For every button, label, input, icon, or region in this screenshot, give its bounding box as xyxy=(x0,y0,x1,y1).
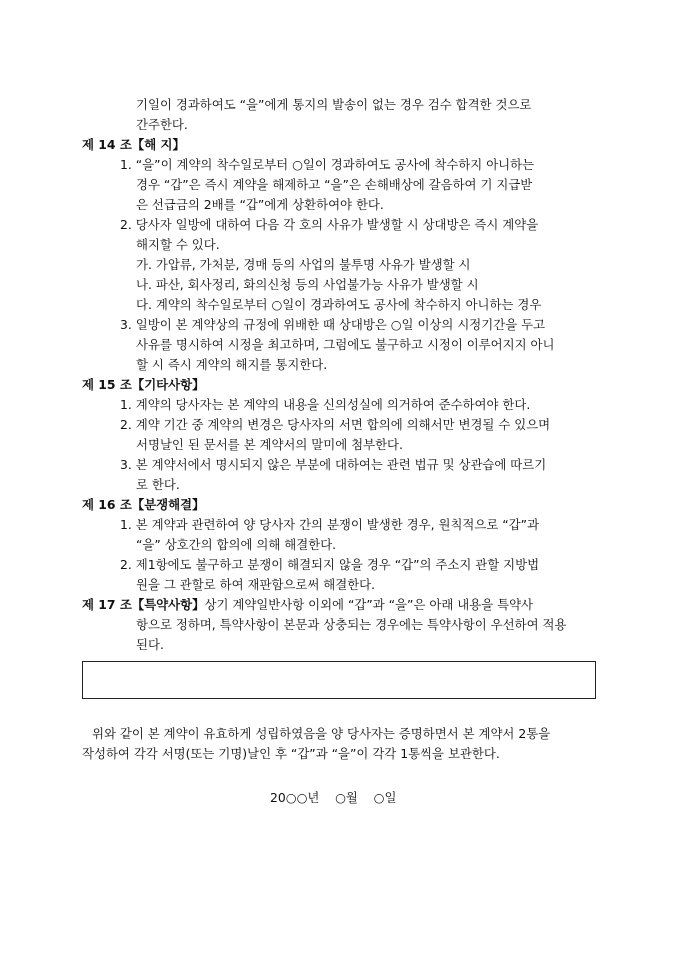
article-14-item: 할 시 즉시 계약의 해지를 통지한다. xyxy=(136,357,328,372)
article-14-item: 1. “을”이 계약의 착수일로부터 ○일이 경과하여도 공사에 착수하지 아니하는 xyxy=(120,157,535,172)
article-17-title: 제 17 조【특약사항】 xyxy=(82,597,205,612)
article-15-item: 3. 본 계약서에서 명시되지 않은 부분에 대하여는 관련 법규 및 상관습에 따르기 xyxy=(120,457,547,472)
article-15-item: 1. 계약의 당사자는 본 계약의 내용을 신의성실에 의거하여 준수하여야 한다. xyxy=(120,397,531,412)
closing-line-2: 작성하여 각각 서명(또는 기명)날인 후 “갑”과 “을”이 각각 1통씩을 보관한다. xyxy=(82,746,500,761)
article-14-item: 경우 “갑”은 즉시 계약을 해제하고 “을”은 손해배상에 갈음하여 기 지급받 xyxy=(136,177,533,192)
intro-line-1: 기일이 경과하여도 “을”에게 통지의 발송이 없는 경우 검수 합격한 것으로 xyxy=(136,97,532,112)
article-15-title: 제 15 조【기타사항】 xyxy=(82,377,205,392)
article-14-item: 은 선급금의 2배를 “갑”에게 상환하여야 한다. xyxy=(136,197,384,212)
article-17-line: 항으로 정하며, 특약사항이 본문과 상충되는 경우에는 특약사항이 우선하여 적용 xyxy=(136,617,567,632)
article-15-item: 서명날인 된 문서를 본 계약서의 말미에 첨부한다. xyxy=(136,437,403,452)
article-14-subitem: 나. 파산, 회사정리, 화의신청 등의 사업불가능 사유가 발생할 시 xyxy=(136,277,479,292)
article-14-item: 사유를 명시하여 시정을 최고하며, 그럼에도 불구하고 시정이 이루어지지 아니 xyxy=(136,337,555,352)
contract-date: 20○○년 ○월 ○일 xyxy=(270,790,397,805)
article-14-subitem: 가. 가압류, 가처분, 경매 등의 사업의 불투명 사유가 발생할 시 xyxy=(136,257,471,272)
article-16-item: 2. 제1항에도 불구하고 분쟁이 해결되지 않을 경우 “갑”의 주소지 관할 지방법 xyxy=(120,557,540,572)
closing-line-1: 위와 같이 본 계약이 유효하게 성립하였음을 양 당사자는 증명하면서 본 계약서 2통을 xyxy=(92,726,551,741)
article-15-item: 2. 계약 기간 중 계약의 변경은 당사자의 서면 합의에 의해서만 변경될 수 있으며 xyxy=(120,417,551,432)
article-15-item: 로 한다. xyxy=(136,477,180,492)
article-14-item: 해지할 수 있다. xyxy=(136,237,220,252)
article-17-text: 상기 계약일반사항 이외에 “갑”과 “을”은 아래 내용을 특약사 xyxy=(204,597,534,612)
article-16-item: 1. 본 계약과 관련하여 양 당사자 간의 분쟁이 발생한 경우, 원칙적으로 “갑”과 xyxy=(120,517,540,532)
article-17-first-line xyxy=(82,595,533,615)
article-14-subitem: 다. 계약의 착수일로부터 ○일이 경과하여도 공사에 착수하지 아니하는 경우 xyxy=(136,297,542,312)
article-17-line: 된다. xyxy=(136,637,164,652)
article-14-item: 3. 일방이 본 계약상의 규정에 위배한 때 상대방은 ○일 이상의 시정기간을 두고 xyxy=(120,317,546,332)
article-16-item: 원을 그 관할로 하여 재판함으로써 해결한다. xyxy=(136,577,376,592)
article-16-title: 제 16 조【분쟁해결】 xyxy=(82,497,205,512)
article-16-item: “을” 상호간의 합의에 의해 해결한다. xyxy=(136,537,337,552)
special-terms-box[interactable] xyxy=(82,661,596,699)
article-14-item: 2. 당사자 일방에 대하여 다음 각 호의 사유가 발생할 시 상대방은 즉시 계약을 xyxy=(120,217,539,232)
intro-line-2: 간주한다. xyxy=(136,117,188,132)
article-14-title: 제 14 조【해 지】 xyxy=(82,137,185,152)
